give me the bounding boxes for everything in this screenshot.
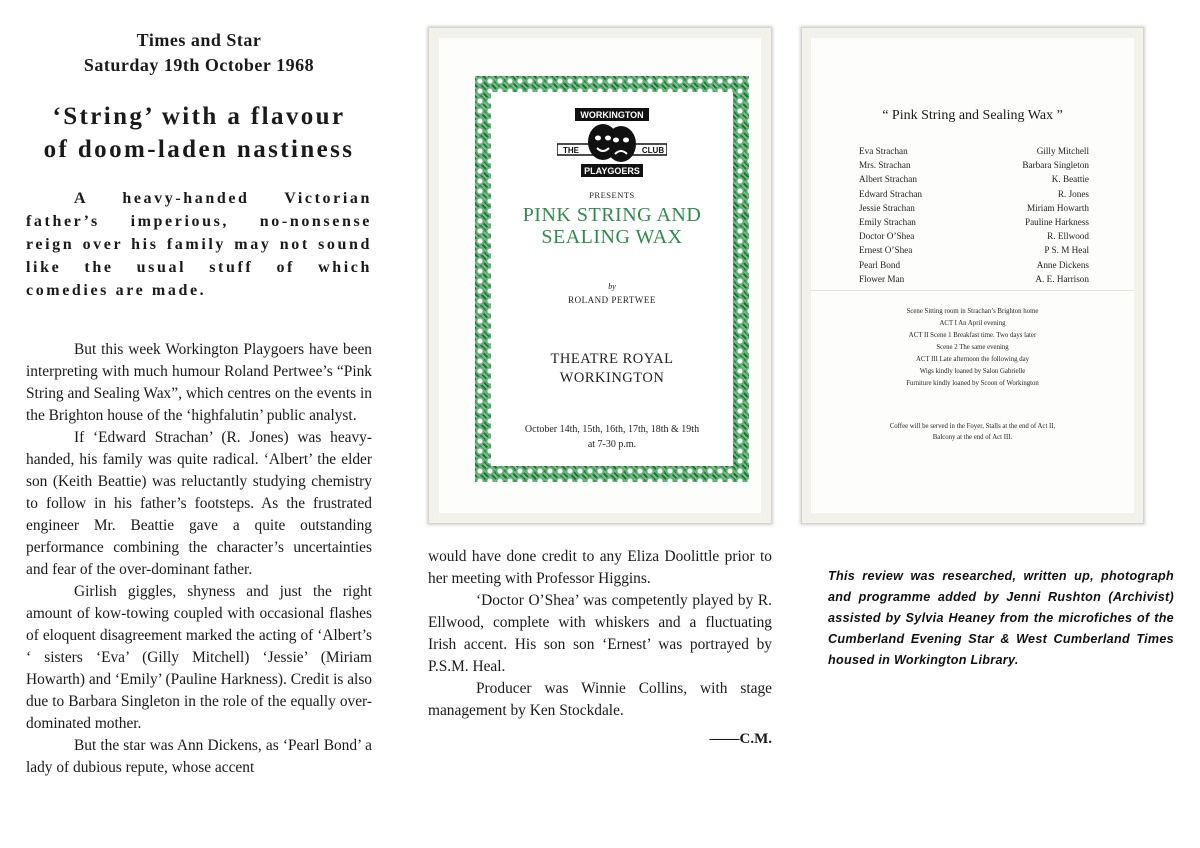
scene-notes <box>811 306 1134 390</box>
venue-line-2: WORKINGTON <box>559 370 665 386</box>
article-paragraph: But the star was Ann Dickens, as ‘Pearl Bond’ a lady of dubious repute, whose accent <box>26 737 372 776</box>
cast-list <box>859 144 1089 286</box>
cast-row <box>859 243 1089 257</box>
cast-actor: R. Jones <box>1057 188 1089 199</box>
cast-actor: Miriam Howarth <box>1026 202 1089 213</box>
cast-role: Ernest O’Shea <box>859 245 913 256</box>
cast-row <box>859 144 1089 158</box>
cast-row <box>859 229 1089 243</box>
furniture-credit: Furniture kindly loaned by Scoon of Workington <box>906 380 1039 387</box>
coffee-note <box>811 421 1134 443</box>
author-signoff: ——C.M. <box>709 731 772 747</box>
act-2-line: ACT II Scene 1 Breakfast time. Two days later <box>908 332 1037 339</box>
headline-line-1: ‘String’ with a flavour <box>52 103 346 130</box>
play-title <box>491 204 733 248</box>
cast-actor: A. E. Harrison <box>1035 273 1089 284</box>
venue <box>491 350 733 388</box>
headline-line-2: of doom-laden nastiness <box>43 136 355 163</box>
act-3-line: ACT III Late afternoon the following day <box>915 356 1030 363</box>
performance-dates <box>491 422 733 452</box>
scene-line: Scene Sitting room in Strachan’s Brighton home <box>906 308 1039 315</box>
programme-play-title: “ Pink String and Sealing Wax ” <box>882 108 1063 123</box>
programme-cover <box>491 92 733 466</box>
cast-row <box>859 187 1089 201</box>
presents-label: PRESENTS <box>589 190 635 200</box>
cast-role: Albert Strachan <box>859 174 917 185</box>
cast-role: Mrs. Strachan <box>859 160 911 171</box>
venue-line-1: THEATRE ROYAL <box>550 351 674 367</box>
archive-credit-note: This review was researched, written up, photograph and programme added by Jenni Rushton (Archivist) assisted by Sylvia Heaney from the microfiches of the Cumberland Evening Star & West Cumberland Times housed in Workington Library. <box>828 569 1174 667</box>
programme-back-paper <box>811 38 1134 513</box>
article-column-middle <box>428 546 772 750</box>
programme-front-photo <box>428 27 772 524</box>
cast-row <box>859 158 1089 172</box>
act-2-scene-2-line: Scene 2 The same evening <box>936 344 1009 351</box>
article-column-left <box>26 28 372 779</box>
headline <box>26 100 372 166</box>
author-name: ROLAND PERTWEE <box>568 295 656 305</box>
cast-row <box>859 215 1089 229</box>
cast-role: Eva Strachan <box>859 146 908 156</box>
play-title-line-1: PINK STRING AND <box>522 204 702 226</box>
cast-actor: Pauline Harkness <box>1024 217 1089 228</box>
coffee-line-2: Balcony at the end of Act III. <box>932 434 1013 441</box>
cast-role: Pearl Bond <box>859 259 901 270</box>
cast-role: Jessie Strachan <box>859 202 915 213</box>
cast-row <box>859 272 1089 286</box>
article-body <box>26 339 372 779</box>
svg-text:CLUB: CLUB <box>641 146 665 155</box>
cast-role: Emily Strachan <box>859 217 916 228</box>
svg-text:PLAYGOERS: PLAYGOERS <box>584 166 640 176</box>
programme-front-paper <box>439 38 761 513</box>
dates-line-2: at 7-30 p.m. <box>587 439 637 450</box>
wigs-credit: Wigs kindly loaned by Salon Gabrielle <box>919 368 1026 375</box>
cast-actor: R. Ellwood <box>1047 231 1089 242</box>
cast-row <box>859 258 1089 272</box>
article-paragraph: But this week Workington Playgoers have been interpreting with much humour Roland Pertwee’s “Pink String and Sealing Wax”, which centres on the events in the Brighton house of the ‘highfalutin’ public analyst. <box>26 341 372 424</box>
cast-role: Edward Strachan <box>859 188 923 199</box>
cast-role: Doctor O’Shea <box>859 231 915 242</box>
article-paragraph: ‘Doctor O’Shea’ was competently played by R. Ellwood, complete with whiskers and a fluctuating Irish accent. His son son ‘Ernest’ was portrayed by P.S.M. Heal. <box>428 592 772 675</box>
newspaper-name: Times and Star <box>136 30 262 50</box>
svg-text:WORKINGTON: WORKINGTON <box>580 110 644 120</box>
article-paragraph: Producer was Winnie Collins, with stage management by Ken Stockdale. <box>428 680 772 719</box>
article-paragraph: If ‘Edward Strachan’ (R. Jones) was heavy-handed, his family was quite radical. ‘Albert’ the elder son (Keith Beattie) was reluctantly studying chemistry to follow in his father’s footsteps. As the frustrated engineer Mr. Beattie gave a quite outstanding performance combining the character’s uncertainties and fear of the over-dominant father. <box>26 429 372 578</box>
act-1-line: ACT I An April evening <box>939 320 1006 327</box>
article-continuation: would have done credit to any Eliza Doolittle prior to her meeting with Professor Higgins. <box>428 548 772 587</box>
by-label: by <box>608 282 616 291</box>
cast-role: Flower Man <box>859 273 905 284</box>
play-title-line-2: SEALING WAX <box>541 226 683 248</box>
decorative-border <box>475 76 749 482</box>
masthead <box>26 28 372 78</box>
dates-line-1: October 14th, 15th, 16th, 17th, 18th & 19th <box>524 424 700 435</box>
cast-row <box>859 172 1089 186</box>
publication-date: Saturday 19th October 1968 <box>83 55 315 75</box>
svg-text:THE: THE <box>563 146 579 155</box>
cast-actor: Barbara Singleton <box>1022 160 1089 171</box>
cast-actor: P S. M Heal <box>1044 245 1089 256</box>
cast-actor: K. Beattie <box>1051 174 1089 185</box>
standfirst: A heavy-handed Victorian father’s imperious, no-nonsense reign over his family may not sound like the usual stuff of which comedies are made. <box>26 190 372 299</box>
coffee-line-1: Coffee will be served in the Foyer, Stalls at the end of Act II, <box>889 423 1056 430</box>
article-paragraph: Girlish giggles, shyness and just the right amount of kow-towing coupled with occasional flashes of eloquent disagreement marked the acting of ‘Albert’s ‘ sisters ‘Eva’ (Gilly Mitchell) ‘Jessie’ (Miriam Howarth) and ‘Emily’ (Pauline Harkness). Credit is also due to Barbara Singleton in the role of the equally over-dominated mother. <box>26 583 372 732</box>
cast-row <box>859 201 1089 215</box>
cast-actor: Gilly Mitchell <box>1036 146 1089 156</box>
playgoers-club-logo <box>557 108 667 186</box>
programme-back-photo <box>801 27 1144 524</box>
cast-actor: Anne Dickens <box>1036 259 1089 270</box>
paper-fold <box>811 290 1134 291</box>
